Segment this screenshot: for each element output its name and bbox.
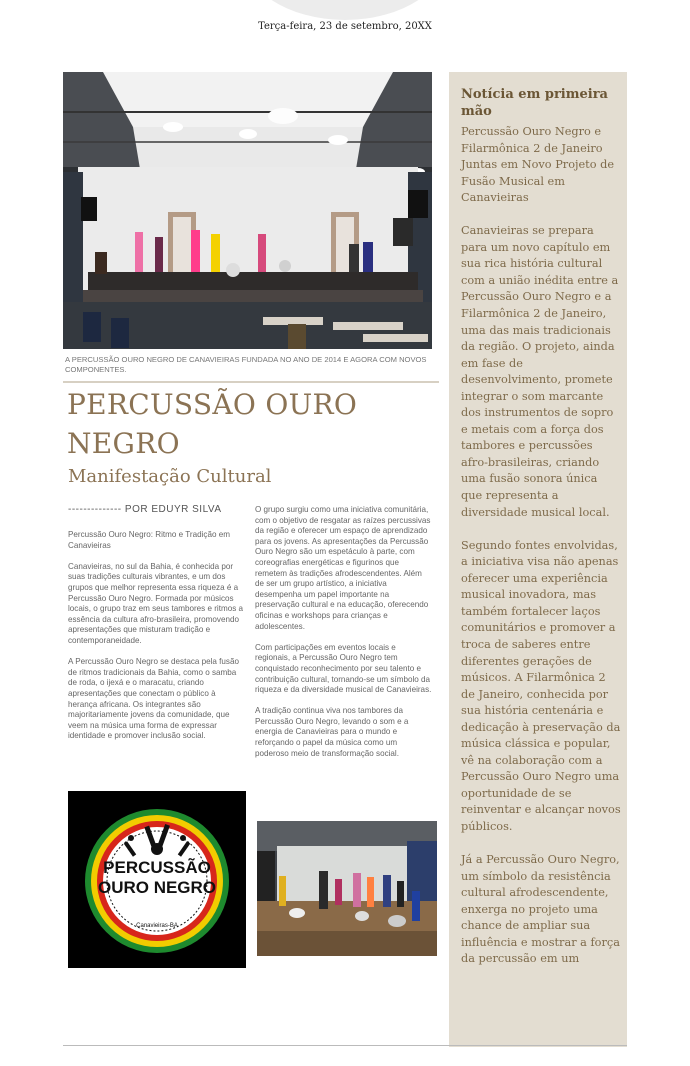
sidebar-title: Notícia em primeira mão bbox=[461, 87, 608, 119]
column-1-paragraph: Canavieiras, no sul da Bahia, é conhecida por suas tradições culturais vibrantes, e um dos grupos que melhor representa essa riqueza é a Percussão Ouro Negro. Formada por músicos locais, o grupo traz em seus tambores e ritmos a essência da cultura afro-brasileira, promovendo apresentações que misturam tradição e contemporaneidade. bbox=[68, 561, 243, 645]
logo-small-text: Canavieiras-BA bbox=[136, 923, 178, 929]
main-photo bbox=[63, 72, 432, 349]
sidebar-paragraph: Percussão Ouro Negro e Filarmônica 2 de Janeiro Juntas em Novo Projeto de Fusão Musical em Canavieiras bbox=[461, 125, 615, 205]
group-logo bbox=[68, 791, 246, 968]
article-column-1 bbox=[68, 530, 246, 752]
article-subhead: Manifestação Cultural bbox=[68, 466, 272, 487]
photo-caption: A PERCUSSÃO OURO NEGRO DE CANAVIEIRAS FUNDADA NO ANO DE 2014 E AGORA COM NOVOS COMPONENTES. bbox=[65, 355, 427, 374]
column-1-paragraph: Percussão Ouro Negro: Ritmo e Tradição em Canavieiras bbox=[68, 530, 230, 550]
footer-divider bbox=[63, 1045, 627, 1046]
sidebar-paragraph: Canavieiras se prepara para um novo capítulo em sua rica história cultural com a união inédita entre a Percussão Ouro Negro e a Filarmônica 2 de Janeiro, uma das mais tradicionais da região. O projeto, ainda em fase de desenvolvimento, promete integrar o som marcante dos instrumentos de sopro e metais com a força dos tambores e percussões afro-brasileiras, criando uma fusão sonora única que representa a diversidade musical local. bbox=[461, 224, 619, 519]
rehearsal-photo bbox=[257, 821, 437, 956]
column-2-paragraph: Com participações em eventos locais e regionais, a Percussão Ouro Negro tem conquistado reconhecimento por seu talento e contribuição cultural, tornando-se um símbolo da riqueza e da diversidade musical de Canavieiras. bbox=[255, 642, 432, 695]
article-byline: -------------- POR EDUYR SILVA bbox=[68, 504, 222, 515]
sidebar-article bbox=[461, 124, 621, 984]
sidebar-paragraph: Já a Percussão Ouro Negro, um símbolo da resistência cultural afrodescendente, enxerga no projeto uma chance de ampliar sua influência e mostrar a força da percussão em um bbox=[461, 853, 620, 966]
column-2-paragraph: A tradição continua viva nos tambores da Percussão Ouro Negro, levando o som e a energia de Canavieiras para o mundo e reforçando o papel da música como um poderoso meio de transformação social. bbox=[255, 706, 409, 758]
issue-date: Terça-feira, 23 de setembro, 20XX bbox=[258, 21, 432, 32]
section-divider bbox=[63, 381, 439, 383]
header-arc-decoration bbox=[240, 0, 450, 20]
logo-text-line1: PERCUSSÃO bbox=[103, 858, 211, 877]
sidebar-paragraph: Segundo fontes envolvidas, a iniciativa visa não apenas oferecer uma experiência musical inovadora, mas também fortalecer laços comunitários e promover a troca de saberes entre diferentes gerações de músicos. A Filarmônica 2 de Janeiro, conhecida por sua história centenária e dedicação à preservação da música clássica e popular, vê na colaboração com a Percussão Ouro Negro uma oportunidade de se reinventar e alcançar novos públicos. bbox=[461, 538, 621, 833]
column-1-paragraph: A Percussão Ouro Negro se destaca pela fusão de ritmos tradicionais da Bahia, como o samba de roda, o ijexá e o maracatu, criando apresentações que conectam o público à herança africana. Os integrantes são majoritariamente jovens da comunidade, que veem na música uma forma de expressar identidade e promover inclusão social. bbox=[68, 657, 239, 741]
logo-text-line2: OURO NEGRO bbox=[97, 878, 217, 897]
article-headline: PERCUSSÃO OURO NEGRO bbox=[67, 388, 358, 460]
article-column-2 bbox=[255, 505, 433, 770]
column-2-paragraph: O grupo surgiu como uma iniciativa comunitária, com o objetivo de resgatar as raízes percussivas da região e oferecer um espaço de aprendizado para os jovens. As apresentações da Percussão Ouro Negro são um espetáculo à parte, com coreografias energéticas e figurinos que remetem às tradições afrodescendentes. Além de ser um grupo artístico, a iniciativa desempenha um papel importante na preservação cultural e na educação, oferecendo oficinas e workshops para crianças e adolescentes. bbox=[255, 505, 431, 631]
